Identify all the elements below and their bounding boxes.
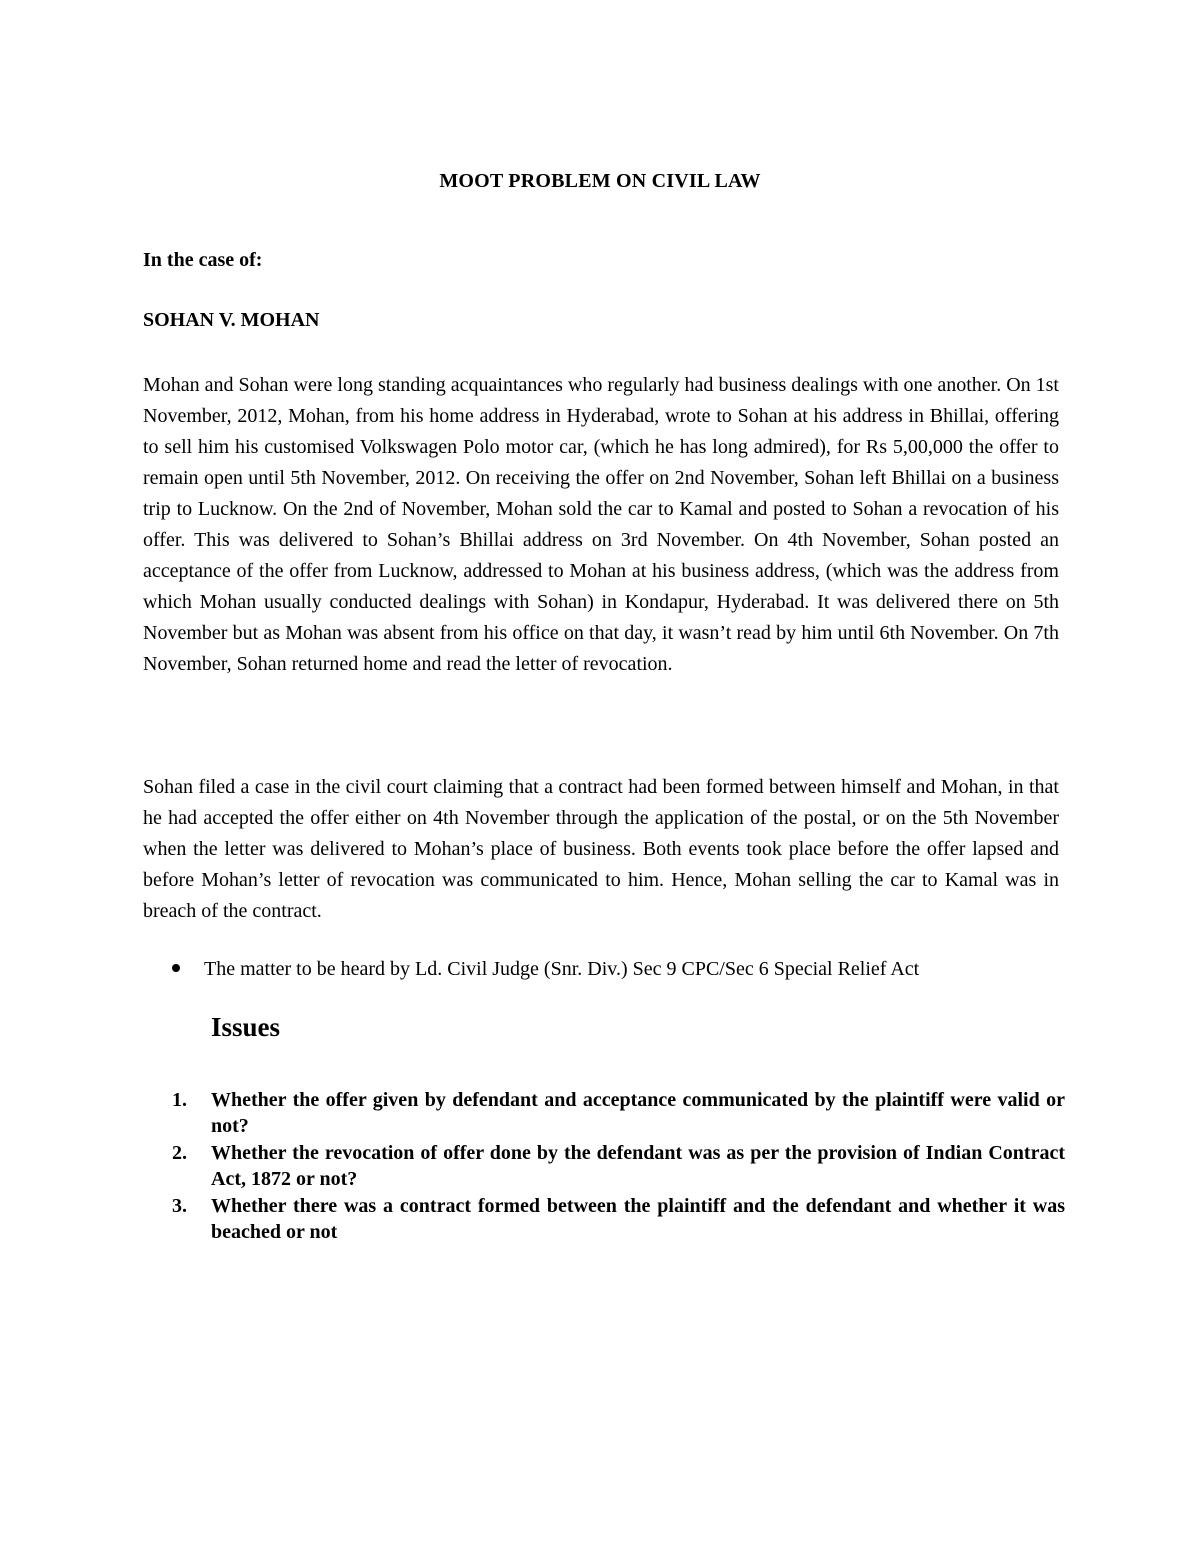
bullet-text: The matter to be heard by Ld. Civil Judge (Snr. Div.) Sec 9 CPC/Sec 6 Special Relief Act (204, 958, 920, 980)
bullet-icon (172, 964, 180, 972)
issues-list (172, 1087, 1065, 1246)
claim-paragraph: Sohan filed a case in the civil court claiming that a contract had been formed between himself and Mohan, in that he had accepted the offer either on 4th November through the application of the postal, or on the 5th November when the letter was delivered to Mohan’s place of business. Both events took place before the offer lapsed and before Mohan’s letter of revocation was communicated to him. Hence, Mohan selling the car to Kamal was in breach of the contract. (143, 776, 1059, 922)
issue-item (172, 1140, 1065, 1192)
bullet-item (172, 958, 919, 981)
issue-number: 2. (172, 1142, 187, 1164)
issue-number: 3. (172, 1195, 187, 1217)
case-intro: In the case of: (143, 249, 263, 271)
issue-text: Whether the offer given by defendant and acceptance communicated by the plaintiff were valid or not? (211, 1089, 1065, 1137)
case-parties: SOHAN V. MOHAN (143, 309, 320, 331)
issues-heading: Issues (211, 1012, 281, 1042)
document-title: MOOT PROBLEM ON CIVIL LAW (439, 170, 761, 192)
issue-text: Whether there was a contract formed between the plaintiff and the defendant and whether it was beached or not (211, 1195, 1065, 1243)
issue-item (172, 1087, 1065, 1139)
facts-paragraph: Mohan and Sohan were long standing acquaintances who regularly had business dealings with one another. On 1st November, 2012, Mohan, from his home address in Hyderabad, wrote to Sohan at his address in Bhillai, offering to sell him his customised Volkswagen Polo motor car, (which he has long admired), for Rs 5,00,000 the offer to remain open until 5th November, 2012. On receiving the offer on 2nd November, Sohan left Bhillai on a business trip to Lucknow. On the 2nd of November, Mohan sold the car to Kamal and posted to Sohan a revocation of his offer. This was delivered to Sohan’s Bhillai address on 3rd November. On 4th November, Sohan posted an acceptance of the offer from Lucknow, addressed to Mohan at his business address, (which was the address from which Mohan usually conducted dealings with Sohan) in Kondapur, Hyderabad. It was delivered there on 5th November but as Mohan was absent from his office on that day, it wasn’t read by him until 6th November. On 7th November, Sohan returned home and read the letter of revocation. (143, 374, 1059, 675)
issue-text: Whether the revocation of offer done by the defendant was as per the provision of Indian Contract Act, 1872 or not? (211, 1142, 1065, 1190)
issue-number: 1. (172, 1089, 187, 1111)
issue-item (172, 1193, 1065, 1245)
